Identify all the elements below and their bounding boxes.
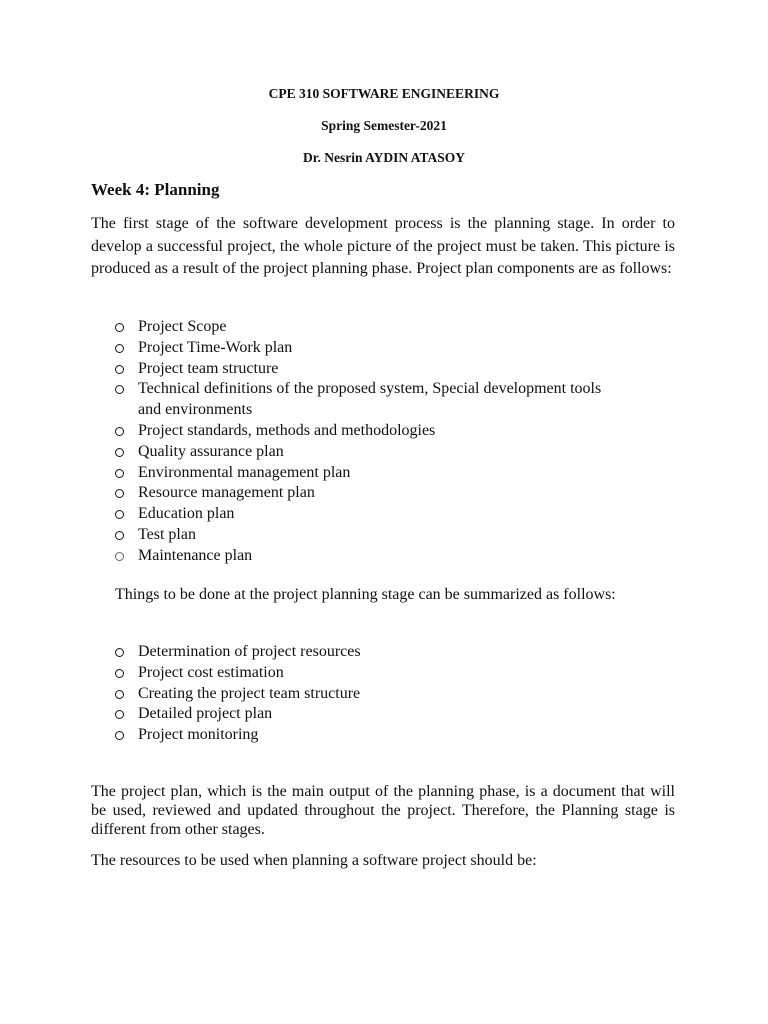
semester-line: Spring Semester-2021 xyxy=(321,118,447,133)
list-item: Project standards, methods and methodologies xyxy=(0,421,638,442)
hollow-bullet-icon xyxy=(115,323,124,332)
hollow-bullet-icon xyxy=(115,731,124,740)
list-item: Project team structure xyxy=(0,359,638,380)
hollow-bullet-icon xyxy=(115,690,124,699)
hollow-bullet-icon xyxy=(115,344,124,353)
list-item: Technical definitions of the proposed system, Special development tools and environments xyxy=(0,379,638,421)
hollow-bullet-icon xyxy=(115,531,124,540)
list-item: Education plan xyxy=(0,504,638,525)
section-heading: Week 4: Planning xyxy=(91,180,220,199)
intro-paragraph: The first stage of the software development process is the planning stage. In order to develop a successful project, the whole picture of the project must be taken. This picture is produced as a result of the project planning phase. Project plan components are as follows: xyxy=(91,215,675,277)
list-item: Project Time-Work plan xyxy=(0,338,638,359)
hollow-bullet-icon xyxy=(115,648,124,657)
hollow-bullet-icon xyxy=(115,552,124,561)
tasks-list xyxy=(0,642,638,746)
list-item: Quality assurance plan xyxy=(0,442,638,463)
hollow-bullet-icon xyxy=(115,427,124,436)
components-list xyxy=(0,317,638,567)
things-paragraph: Things to be done at the project planning stage can be summarized as follows: xyxy=(115,586,616,603)
hollow-bullet-icon xyxy=(115,385,124,394)
list-item: Creating the project team structure xyxy=(0,684,638,705)
course-title: CPE 310 SOFTWARE ENGINEERING xyxy=(268,86,500,101)
list-item: Project Scope xyxy=(0,317,638,338)
list-item: Determination of project resources xyxy=(0,642,638,663)
hollow-bullet-icon xyxy=(115,669,124,678)
hollow-bullet-icon xyxy=(115,489,124,498)
list-item: Detailed project plan xyxy=(0,704,638,725)
hollow-bullet-icon xyxy=(115,365,124,374)
hollow-bullet-icon xyxy=(115,469,124,478)
instructor-line: Dr. Nesrin AYDIN ATASOY xyxy=(302,150,466,165)
list-item: Resource management plan xyxy=(0,483,638,504)
list-item: Environmental management plan xyxy=(0,463,638,484)
output-paragraph: The project plan, which is the main output of the planning phase, is a document that will be used, reviewed and updated throughout the project. Therefore, the Planning stage is different from other stages. xyxy=(91,783,675,838)
hollow-bullet-icon xyxy=(115,510,124,519)
list-item: Maintenance plan xyxy=(0,546,638,567)
hollow-bullet-icon xyxy=(115,448,124,457)
list-item: Project cost estimation xyxy=(0,663,638,684)
hollow-bullet-icon xyxy=(115,710,124,719)
list-item: Project monitoring xyxy=(0,725,638,746)
resources-paragraph: The resources to be used when planning a software project should be: xyxy=(91,852,537,869)
list-item: Test plan xyxy=(0,525,638,546)
